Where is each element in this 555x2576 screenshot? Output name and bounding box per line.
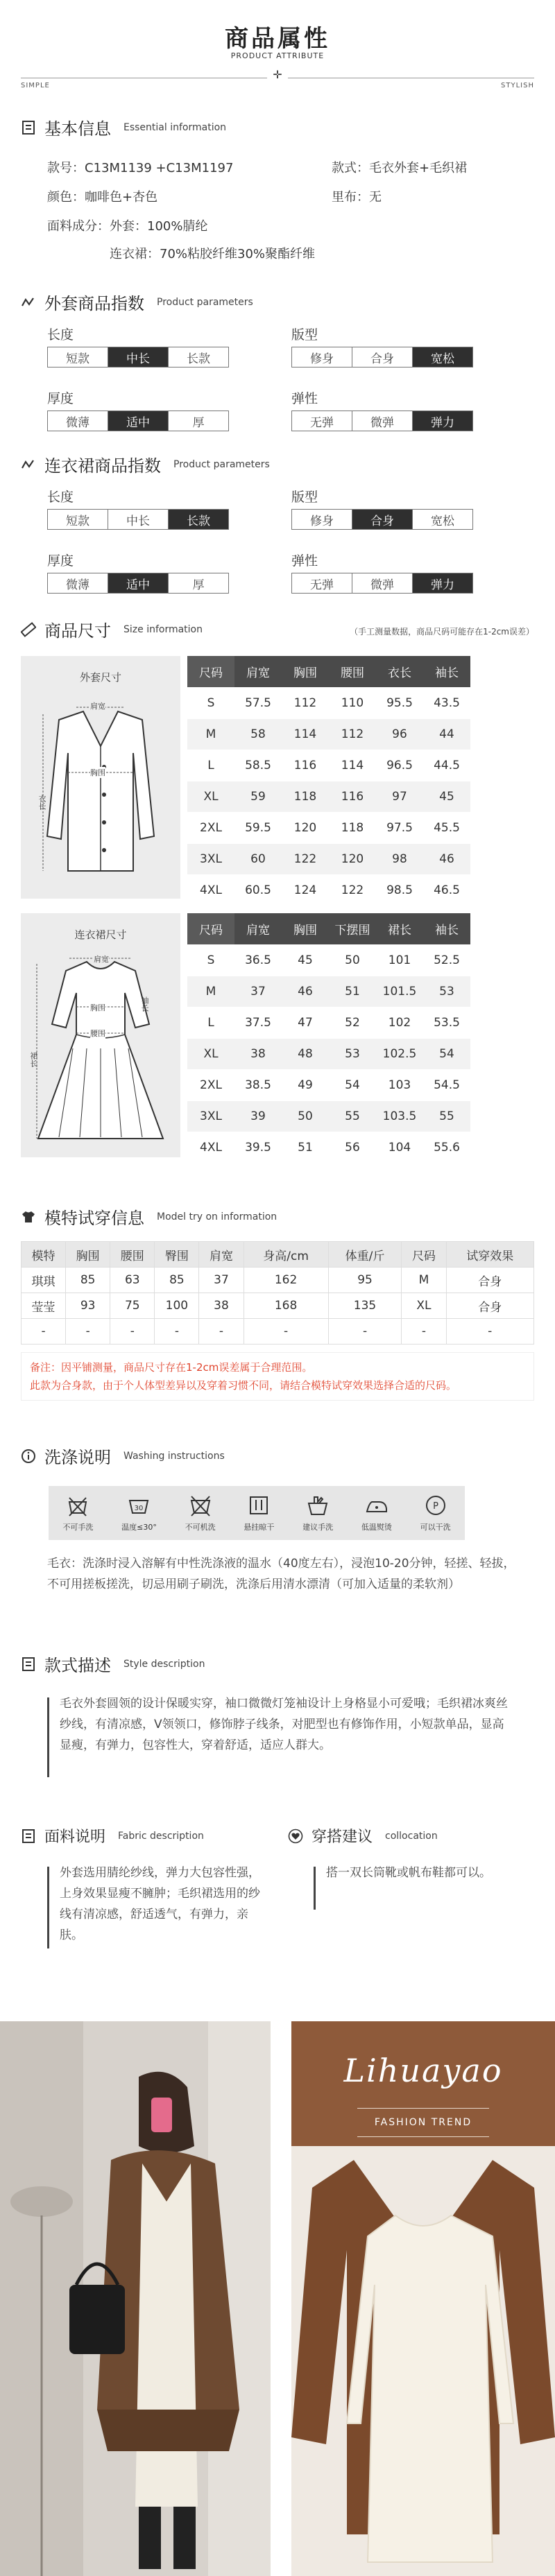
- cross-icon: ✛: [273, 68, 282, 81]
- page-subtitle: PRODUCT ATTRIBUTE: [230, 51, 325, 60]
- size-cell: 54: [423, 1038, 470, 1069]
- size-cell: 45.5: [423, 812, 470, 843]
- size-cell: 96.5: [376, 750, 423, 781]
- size-cell: 56: [329, 1132, 376, 1163]
- size-header-cell: 尺码: [187, 656, 234, 687]
- table-row: [187, 874, 470, 906]
- size-cell: 4XL: [187, 1132, 234, 1163]
- model-header-cell: 臀围: [155, 1242, 199, 1268]
- model-header-cell: 模特: [22, 1242, 66, 1268]
- table-row: [187, 1100, 470, 1132]
- size-cell: 37: [234, 976, 282, 1007]
- coat_params-length-option: 短款: [48, 347, 108, 367]
- size-cell: 57.5: [234, 687, 282, 718]
- size-cell: S: [187, 687, 234, 718]
- size-cell: 120: [329, 843, 376, 874]
- size-cell: 120: [282, 812, 329, 843]
- table-row: [22, 1319, 534, 1345]
- coat_params-elasticity-option: 无弹: [292, 411, 352, 431]
- model-cell: -: [22, 1319, 66, 1345]
- dress_params-thickness-selector: [47, 573, 229, 594]
- dress_params-thickness-option: 适中: [108, 573, 169, 593]
- size-cell: XL: [187, 1038, 234, 1069]
- fabric-title: 面料说明: [44, 1829, 106, 1846]
- model-header-cell: 胸围: [66, 1242, 110, 1268]
- size-cell: 53: [329, 1038, 376, 1069]
- dress_params-fit-option: 修身: [292, 510, 352, 529]
- model-header-cell: 腰围: [110, 1242, 155, 1268]
- size-cell: 44: [423, 718, 470, 750]
- size-cell: 118: [329, 812, 376, 843]
- size-cell: 46.5: [423, 874, 470, 906]
- fabric-dress: 连衣裙：70%粘胶纤维30%聚酯纤维: [110, 247, 316, 261]
- hand-wash-icon: [306, 1494, 330, 1517]
- fabric-text: 外套选用腈纶纱线，弹力大包容性强，上身效果显瘦不臃肿；毛织裙选用的纱线有清凉感，舒适透气，有弹力，亲肤。: [60, 1866, 260, 1942]
- coat-sketch-icon: [35, 698, 166, 885]
- size-cell: 46: [282, 976, 329, 1007]
- size-cell: 112: [282, 687, 329, 718]
- size-cell: 51: [329, 976, 376, 1007]
- dry-clean-icon: [424, 1494, 447, 1517]
- basic-info-title-en: Essential information: [123, 121, 227, 133]
- header-left-label: SIMPLE: [21, 82, 50, 89]
- coat_params-fit-option: 宽松: [413, 347, 472, 367]
- coat_params-fit-option: 修身: [292, 347, 352, 367]
- table-row: [187, 1069, 470, 1100]
- model-cell: 63: [110, 1268, 155, 1293]
- wash-item: [121, 1494, 157, 1532]
- coat_params-fit-option: 合身: [352, 347, 413, 367]
- wash-30-icon: [127, 1494, 151, 1517]
- model-header-cell: 尺码: [402, 1242, 446, 1268]
- dress-length-label: 裙长: [29, 1052, 38, 1067]
- size-cell: 39.5: [234, 1132, 282, 1163]
- coat-length-label: 衣长: [37, 795, 46, 810]
- size-header-cell: 衣长: [376, 656, 423, 687]
- table-row: [187, 944, 470, 976]
- size-cell: 45: [423, 781, 470, 812]
- basic-info-title: 基本信息: [44, 119, 111, 139]
- dress_params-elasticity-option: 无弹: [292, 573, 352, 593]
- dress_params-fit-selector: [291, 509, 473, 530]
- model-header-cell: 身高/cm: [244, 1242, 328, 1268]
- brand-line-bottom: [357, 2136, 489, 2137]
- coat_params-thickness-option: 适中: [108, 411, 169, 431]
- collocation-title-en: collocation: [385, 1830, 438, 1842]
- svg-text:30: 30: [135, 1505, 144, 1512]
- table-row: [187, 750, 470, 781]
- lining-info: 里布：无: [332, 190, 382, 205]
- size-cell: 55: [329, 1100, 376, 1132]
- svg-text:P: P: [432, 1501, 438, 1512]
- dress_params-length-selector: [47, 509, 229, 530]
- size-header-cell: 胸围: [282, 913, 329, 944]
- size-cell: 48: [282, 1038, 329, 1069]
- item-number: 款号：C13M1139 +C13M1197: [47, 161, 234, 175]
- dress-params-heading: [21, 452, 270, 476]
- page-title: 商品属性: [225, 25, 330, 53]
- dress_params-thickness-option: 厚: [192, 578, 205, 592]
- document-icon: [21, 120, 36, 135]
- dress-sketch-icon: [31, 951, 170, 1149]
- model-cell: 75: [110, 1293, 155, 1319]
- dress_params-fit-label: 版型: [291, 490, 318, 505]
- coat_params-thickness-label: 厚度: [47, 391, 74, 406]
- coat-diagram-label: 外套尺寸: [79, 671, 121, 684]
- size-cell: 114: [329, 750, 376, 781]
- dress-diagram-label: 连衣裙尺寸: [74, 928, 127, 941]
- shirt-icon: [21, 1209, 36, 1225]
- model-cell: 38: [199, 1293, 244, 1319]
- size-cell: 114: [282, 718, 329, 750]
- wash-item: [62, 1494, 93, 1532]
- wash-item: [244, 1494, 274, 1532]
- size-heading: [21, 617, 203, 641]
- model-cell: 合身: [446, 1268, 534, 1293]
- size-cell: 2XL: [187, 1069, 234, 1100]
- model-header-cell: 试穿效果: [446, 1242, 534, 1268]
- size-cell: 101: [376, 944, 423, 976]
- style-desc-title: 款式描述: [44, 1656, 111, 1675]
- dress-sleeve-label: 袖长: [140, 996, 149, 1012]
- coat_params-length-selector: [47, 347, 229, 368]
- model-cell: -: [66, 1319, 110, 1345]
- model-cell: 85: [155, 1268, 199, 1293]
- header-right-label: STYLISH: [501, 82, 534, 89]
- table-row: [22, 1268, 534, 1293]
- wash-label: 不可机洗: [185, 1523, 216, 1532]
- size-header-cell: 腰围: [329, 656, 376, 687]
- size-cell: 59.5: [234, 812, 282, 843]
- wash-text: 毛衣：洗涤时浸入溶解有中性洗涤液的温水（40度左右），浸泡10-20分钟，轻搓、轻拔，不可用搓板搓洗，切忌用刷子刷洗，洗涤后用清水漂清（可加入适量的柔软剂）: [47, 1557, 515, 1591]
- wash-label: 低温熨烫: [361, 1523, 392, 1532]
- size-cell: 122: [282, 843, 329, 874]
- model-cell: 琪琪: [22, 1268, 66, 1293]
- wash-label: 悬挂晾干: [244, 1523, 275, 1532]
- size-cell: 52.5: [423, 944, 470, 976]
- ruler-icon: [21, 622, 36, 637]
- size-header-cell: 肩宽: [234, 913, 282, 944]
- table-row: [187, 781, 470, 812]
- collocation-title: 穿搭建议: [311, 1829, 373, 1846]
- wash-item: [361, 1494, 392, 1532]
- size-cell: 97.5: [376, 812, 423, 843]
- brand-line-top: [357, 2108, 489, 2109]
- wash-label: 建议手洗: [302, 1523, 334, 1532]
- model-cell: 135: [328, 1293, 402, 1319]
- model-cell: 100: [155, 1293, 199, 1319]
- size-cell: 4XL: [187, 874, 234, 906]
- wash-label: 不可手洗: [62, 1523, 94, 1532]
- size-cell: 36.5: [234, 944, 282, 976]
- size-cell: 122: [329, 874, 376, 906]
- model-note-1: 备注：因平铺测量，商品尺寸存在1-2cm误差属于合理范围。: [30, 1361, 313, 1374]
- size-cell: 53: [423, 976, 470, 1007]
- size-header-cell: 尺码: [187, 913, 234, 944]
- size-cell: 3XL: [187, 843, 234, 874]
- style-desc-title-en: Style description: [123, 1658, 205, 1670]
- model-note-2: 此款为合身款，由于个人体型差异以及穿着习惯不同，请结合模特试穿效果选择合适的尺码。: [30, 1379, 457, 1392]
- model-cell: -: [244, 1319, 328, 1345]
- dress-diagram: [21, 913, 180, 1157]
- table-row: [187, 1038, 470, 1069]
- table-row: [187, 718, 470, 750]
- dress_params-length-option: 长款: [169, 510, 228, 529]
- style-desc-heading: [21, 1652, 205, 1676]
- size-cell: 97: [376, 781, 423, 812]
- size-cell: 51: [282, 1132, 329, 1163]
- size-title: 商品尺寸: [44, 621, 111, 641]
- model-cell: -: [446, 1319, 534, 1345]
- model-header-cell: 肩宽: [199, 1242, 244, 1268]
- coat-params-title-en: Product parameters: [157, 296, 253, 308]
- dress_params-elasticity-label: 弹性: [291, 553, 318, 569]
- size-cell: 102: [376, 1007, 423, 1038]
- size-cell: 95.5: [376, 687, 423, 718]
- quote-bar: [314, 1867, 316, 1910]
- model-cell: -: [155, 1319, 199, 1345]
- wash-item: [302, 1494, 333, 1532]
- model-cell: -: [199, 1319, 244, 1345]
- size-header-cell: 下摆围: [329, 913, 376, 944]
- model-cell: -: [110, 1319, 155, 1345]
- dress_params-thickness-option: 微薄: [48, 573, 108, 593]
- model-table: [21, 1241, 534, 1345]
- model-cell: 95: [328, 1268, 402, 1293]
- coat_params-thickness-selector: [47, 410, 229, 431]
- size-cell: 112: [329, 718, 376, 750]
- size-cell: XL: [187, 781, 234, 812]
- table-row: [187, 976, 470, 1007]
- size-cell: 50: [282, 1100, 329, 1132]
- size-cell: 43.5: [423, 687, 470, 718]
- size-cell: 50: [329, 944, 376, 976]
- model-header-cell: 体重/斤: [328, 1242, 402, 1268]
- model-note-box: [21, 1352, 534, 1401]
- dress_params-fit-option: 宽松: [431, 514, 454, 528]
- size-cell: 98: [376, 843, 423, 874]
- coat_params-elasticity-label: 弹性: [291, 391, 318, 406]
- size-note: （手工测量数据，商品尺码可能存在1-2cm误差）: [350, 627, 534, 637]
- model-cell: 85: [66, 1268, 110, 1293]
- fabric-heading: [21, 1825, 204, 1847]
- model-cell: 37: [199, 1268, 244, 1293]
- low-iron-icon: [365, 1494, 388, 1517]
- size-header-cell: 胸围: [282, 656, 329, 687]
- model-title-en: Model try on information: [157, 1211, 278, 1222]
- coat_params-length-label: 长度: [47, 327, 74, 343]
- size-cell: 55: [423, 1100, 470, 1132]
- size-cell: 49: [282, 1069, 329, 1100]
- dress-shoulder-label: 肩宽: [94, 955, 109, 964]
- size-header-cell: 袖长: [423, 913, 470, 944]
- size-cell: 2XL: [187, 812, 234, 843]
- coat_params-length-option: 长款: [187, 352, 210, 366]
- table-row: [187, 1132, 470, 1163]
- document-icon: [21, 1829, 36, 1844]
- model-heading: [21, 1204, 277, 1229]
- coat-shoulder-label: 肩宽: [90, 702, 105, 711]
- dress_params-fit-option: 合身: [352, 510, 413, 529]
- wash-label: 可以干洗: [420, 1523, 451, 1532]
- collocation-heading: [288, 1825, 438, 1847]
- model-cell: 93: [66, 1293, 110, 1319]
- table-row: [187, 687, 470, 718]
- size-cell: L: [187, 750, 234, 781]
- size-title-en: Size information: [123, 623, 203, 635]
- size-cell: 38.5: [234, 1069, 282, 1100]
- size-cell: 54: [329, 1069, 376, 1100]
- coat-params-title: 外套商品指数: [44, 294, 144, 313]
- collocation-text: 搭一双长筒靴或帆布鞋都可以。: [326, 1866, 491, 1880]
- size-cell: 39: [234, 1100, 282, 1132]
- size-cell: 116: [329, 781, 376, 812]
- size-cell: 98.5: [376, 874, 423, 906]
- no-wash-icon: [66, 1494, 89, 1517]
- size-cell: 118: [282, 781, 329, 812]
- size-cell: 37.5: [234, 1007, 282, 1038]
- coat_params-thickness-option: 微薄: [48, 411, 108, 431]
- product-flatlay: [291, 2146, 555, 2576]
- coat_params-thickness-option: 厚: [192, 415, 205, 430]
- zigzag-icon: [21, 457, 36, 472]
- style-desc-text: 毛衣外套圆领的设计保暖实穿，袖口微微灯笼袖设计上身格显小可爱哦；毛织裙冰爽丝纱线，有清凉感，V领领口，修饰脖子线条，对肥型也有修饰作用，小短款单品，显高显瘦，有弹力，包容性大，穿着舒适，适应人群大。: [60, 1697, 508, 1752]
- size-cell: 101.5: [376, 976, 423, 1007]
- size-cell: 45: [282, 944, 329, 976]
- wash-item: [420, 1494, 451, 1532]
- wash-heading: [21, 1444, 225, 1468]
- wash-title: 洗涤说明: [44, 1448, 111, 1467]
- dress_params-thickness-label: 厚度: [47, 553, 74, 569]
- size-cell: 60: [234, 843, 282, 874]
- size-cell: 55.6: [423, 1132, 470, 1163]
- table-row: [187, 812, 470, 843]
- model-photo: [0, 2021, 271, 2576]
- size-cell: 124: [282, 874, 329, 906]
- document-icon: [21, 1657, 36, 1672]
- size-cell: 103: [376, 1069, 423, 1100]
- size-cell: 103.5: [376, 1100, 423, 1132]
- size-cell: 60.5: [234, 874, 282, 906]
- coat_params-fit-label: 版型: [291, 327, 318, 343]
- size-cell: 46: [423, 843, 470, 874]
- heart-icon: [288, 1829, 303, 1844]
- coat_params-length-option: 中长: [108, 347, 169, 367]
- size-header-cell: 肩宽: [234, 656, 282, 687]
- brand-name: Lihuayao: [343, 2052, 503, 2089]
- quote-bar: [47, 1867, 49, 1948]
- basic-info-heading: [21, 115, 226, 139]
- wash-label: 温度≤30°: [121, 1523, 157, 1532]
- coat_params-elasticity-option: 微弹: [352, 411, 413, 431]
- coat-chest-label: 胸围: [90, 768, 105, 777]
- coat_params-elasticity-selector: [291, 410, 473, 431]
- size-cell: S: [187, 944, 234, 976]
- dress_params-elasticity-option: 弹力: [413, 573, 472, 593]
- coat_params-fit-selector: [291, 347, 473, 368]
- size-header-cell: 裙长: [376, 913, 423, 944]
- size-cell: 116: [282, 750, 329, 781]
- model-title: 模特试穿信息: [44, 1209, 144, 1228]
- table-row: [187, 1007, 470, 1038]
- model-cell: -: [328, 1319, 402, 1345]
- style-type: 款式：毛衣外套+毛织裙: [332, 161, 468, 175]
- product-photo-section: [0, 2021, 555, 2576]
- size-cell: 102.5: [376, 1038, 423, 1069]
- wash-title-en: Washing instructions: [123, 1450, 225, 1462]
- size-cell: 53.5: [423, 1007, 470, 1038]
- size-cell: L: [187, 1007, 234, 1038]
- wash-icons-strip: [49, 1486, 465, 1540]
- wash-item: [185, 1494, 216, 1532]
- size-cell: 58: [234, 718, 282, 750]
- hang-dry-icon: [247, 1494, 271, 1517]
- coat_params-elasticity-option: 弹力: [413, 411, 472, 431]
- dress_params-length-label: 长度: [47, 490, 74, 505]
- model-cell: 莹莹: [22, 1293, 66, 1319]
- size-cell: 52: [329, 1007, 376, 1038]
- coat-params-heading: [21, 290, 253, 314]
- dress-waist-label: 腰围: [90, 1029, 105, 1038]
- size-cell: M: [187, 718, 234, 750]
- size-header-cell: 袖长: [423, 656, 470, 687]
- info-icon: [21, 1449, 36, 1464]
- color-info: 颜色：咖啡色+杏色: [47, 190, 158, 205]
- model-cell: M: [402, 1268, 446, 1293]
- dress_params-elasticity-option: 微弹: [352, 573, 413, 593]
- size-cell: 58.5: [234, 750, 282, 781]
- brand-tagline: FASHION TREND: [374, 2117, 472, 2128]
- dress-params-title: 连衣裙商品指数: [44, 456, 161, 476]
- dress-chest-label: 胸围: [90, 1003, 105, 1012]
- model-cell: 168: [244, 1293, 328, 1319]
- size-cell: 104: [376, 1132, 423, 1163]
- zigzag-icon: [21, 295, 36, 310]
- coat-size-table: [187, 656, 470, 906]
- size-cell: 96: [376, 718, 423, 750]
- fabric-coat: 面料成分：外套：100%腈纶: [47, 219, 208, 234]
- model-cell: -: [402, 1319, 446, 1345]
- size-cell: 110: [329, 687, 376, 718]
- fabric-title-en: Fabric description: [118, 1830, 204, 1842]
- size-cell: 54.5: [423, 1069, 470, 1100]
- table-row: [187, 843, 470, 874]
- no-machine-wash-icon: [189, 1494, 212, 1517]
- size-cell: 38: [234, 1038, 282, 1069]
- dress_params-length-option: 短款: [48, 510, 108, 529]
- size-cell: 3XL: [187, 1100, 234, 1132]
- size-cell: 44.5: [423, 750, 470, 781]
- dress_params-elasticity-selector: [291, 573, 473, 594]
- dress-params-title-en: Product parameters: [173, 458, 270, 470]
- quote-bar: [47, 1697, 49, 1777]
- table-row: [22, 1293, 534, 1319]
- size-cell: M: [187, 976, 234, 1007]
- model-cell: XL: [402, 1293, 446, 1319]
- dress-size-table: [187, 913, 470, 1164]
- model-cell: 合身: [446, 1293, 534, 1319]
- product-panel: [291, 2021, 555, 2576]
- dress_params-length-option: 中长: [108, 510, 169, 529]
- coat-diagram: [21, 656, 180, 899]
- model-cell: 162: [244, 1268, 328, 1293]
- size-cell: 47: [282, 1007, 329, 1038]
- size-cell: 59: [234, 781, 282, 812]
